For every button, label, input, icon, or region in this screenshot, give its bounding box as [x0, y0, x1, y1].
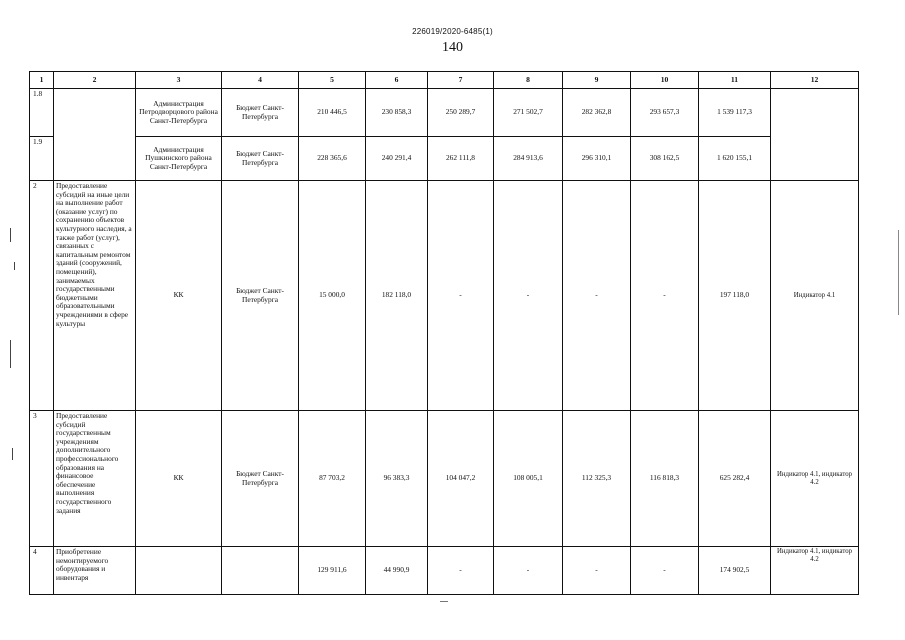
value-cell: 210 446,5 — [299, 89, 366, 137]
total-cell: 197 118,0 — [699, 181, 771, 411]
value-cell: 108 005,1 — [494, 411, 563, 547]
header-cell: 1 — [30, 72, 54, 89]
activity-name — [54, 89, 136, 181]
header-cell: 5 — [299, 72, 366, 89]
value-cell: - — [631, 547, 699, 595]
activity-name: Приобретение немонтируемого оборудования и инвентаря — [54, 547, 136, 595]
scan-margin-mark — [10, 228, 11, 242]
executor-cell: Администрация Пушкинского района Санкт-Петербурга — [136, 137, 222, 181]
value-cell: 96 383,3 — [366, 411, 428, 547]
activity-name: Предоставление субсидий на иные цели на выполнение работ (оказание услуг) по сохранению объектов культурного наследия, а также работ (услуг), связанных с капитальным ремонтом зданий (сооружений, помещений), занимаемых государственными бюджетными образовательными учреждениями в сфере культуры — [54, 181, 136, 411]
header-row — [30, 72, 859, 89]
scan-dash — [440, 601, 448, 602]
table-row — [30, 181, 859, 411]
executor-cell — [136, 547, 222, 595]
indicator-cell: Индикатор 4.1 — [771, 181, 859, 411]
value-cell: 116 818,3 — [631, 411, 699, 547]
value-cell: 104 047,2 — [428, 411, 494, 547]
row-number: 1.9 — [30, 137, 54, 181]
value-cell: 284 913,6 — [494, 137, 563, 181]
value-cell: 87 703,2 — [299, 411, 366, 547]
value-cell: - — [428, 181, 494, 411]
scan-margin-mark — [12, 448, 13, 460]
row-number: 3 — [30, 411, 54, 547]
executor-cell: КК — [136, 411, 222, 547]
executor-cell: КК — [136, 181, 222, 411]
value-cell: 182 118,0 — [366, 181, 428, 411]
header-cell: 11 — [699, 72, 771, 89]
value-cell: - — [494, 181, 563, 411]
page-number: 140 — [442, 40, 463, 55]
header-cell: 8 — [494, 72, 563, 89]
header-cell: 9 — [563, 72, 631, 89]
executor-cell: Администрация Петродворцового района Санкт-Петербурга — [136, 89, 222, 137]
header-cell: 7 — [428, 72, 494, 89]
value-cell: 282 362,8 — [563, 89, 631, 137]
funding-source-cell: Бюджет Санкт-Петербурга — [222, 181, 299, 411]
scan-edge-line — [898, 230, 899, 315]
indicator-cell — [771, 89, 859, 181]
header-cell: 4 — [222, 72, 299, 89]
value-cell: 250 289,7 — [428, 89, 494, 137]
header-cell: 6 — [366, 72, 428, 89]
row-number: 1.8 — [30, 89, 54, 137]
value-cell: 293 657,3 — [631, 89, 699, 137]
value-cell: 112 325,3 — [563, 411, 631, 547]
value-cell: - — [631, 181, 699, 411]
total-cell: 1 620 155,1 — [699, 137, 771, 181]
indicator-cell: Индикатор 4.1, индикатор 4.2 — [771, 547, 859, 595]
scan-margin-mark — [10, 340, 11, 368]
activity-name: Предоставление субсидий государственным учреждениям дополнительного профессионального образования на финансовое обеспечение выполнения государственного задания — [54, 411, 136, 547]
value-cell: 230 858,3 — [366, 89, 428, 137]
scan-margin-mark — [14, 262, 15, 270]
funding-source-cell: Бюджет Санкт-Петербурга — [222, 411, 299, 547]
row-number: 4 — [30, 547, 54, 595]
row-number: 2 — [30, 181, 54, 411]
indicator-cell: Индикатор 4.1, индикатор 4.2 — [771, 411, 859, 547]
table-row — [30, 137, 859, 181]
value-cell: 44 990,9 — [366, 547, 428, 595]
header-cell: 2 — [54, 72, 136, 89]
document-id: 226019/2020-6485(1) — [412, 27, 493, 36]
value-cell: 271 502,7 — [494, 89, 563, 137]
budget-table — [29, 71, 859, 595]
value-cell: - — [428, 547, 494, 595]
value-cell: 240 291,4 — [366, 137, 428, 181]
value-cell: 296 310,1 — [563, 137, 631, 181]
table-row — [30, 547, 859, 595]
value-cell: 228 365,6 — [299, 137, 366, 181]
total-cell: 1 539 117,3 — [699, 89, 771, 137]
value-cell: 15 000,0 — [299, 181, 366, 411]
value-cell: 308 162,5 — [631, 137, 699, 181]
total-cell: 174 902,5 — [699, 547, 771, 595]
total-cell: 625 282,4 — [699, 411, 771, 547]
funding-source-cell: Бюджет Санкт-Петербурга — [222, 137, 299, 181]
value-cell: - — [563, 181, 631, 411]
value-cell: - — [563, 547, 631, 595]
value-cell: 262 111,8 — [428, 137, 494, 181]
value-cell: - — [494, 547, 563, 595]
header-cell: 3 — [136, 72, 222, 89]
header-cell: 12 — [771, 72, 859, 89]
funding-source-cell: Бюджет Санкт-Петербурга — [222, 89, 299, 137]
header-cell: 10 — [631, 72, 699, 89]
table-row — [30, 89, 859, 137]
value-cell: 129 911,6 — [299, 547, 366, 595]
table-row — [30, 411, 859, 547]
funding-source-cell — [222, 547, 299, 595]
